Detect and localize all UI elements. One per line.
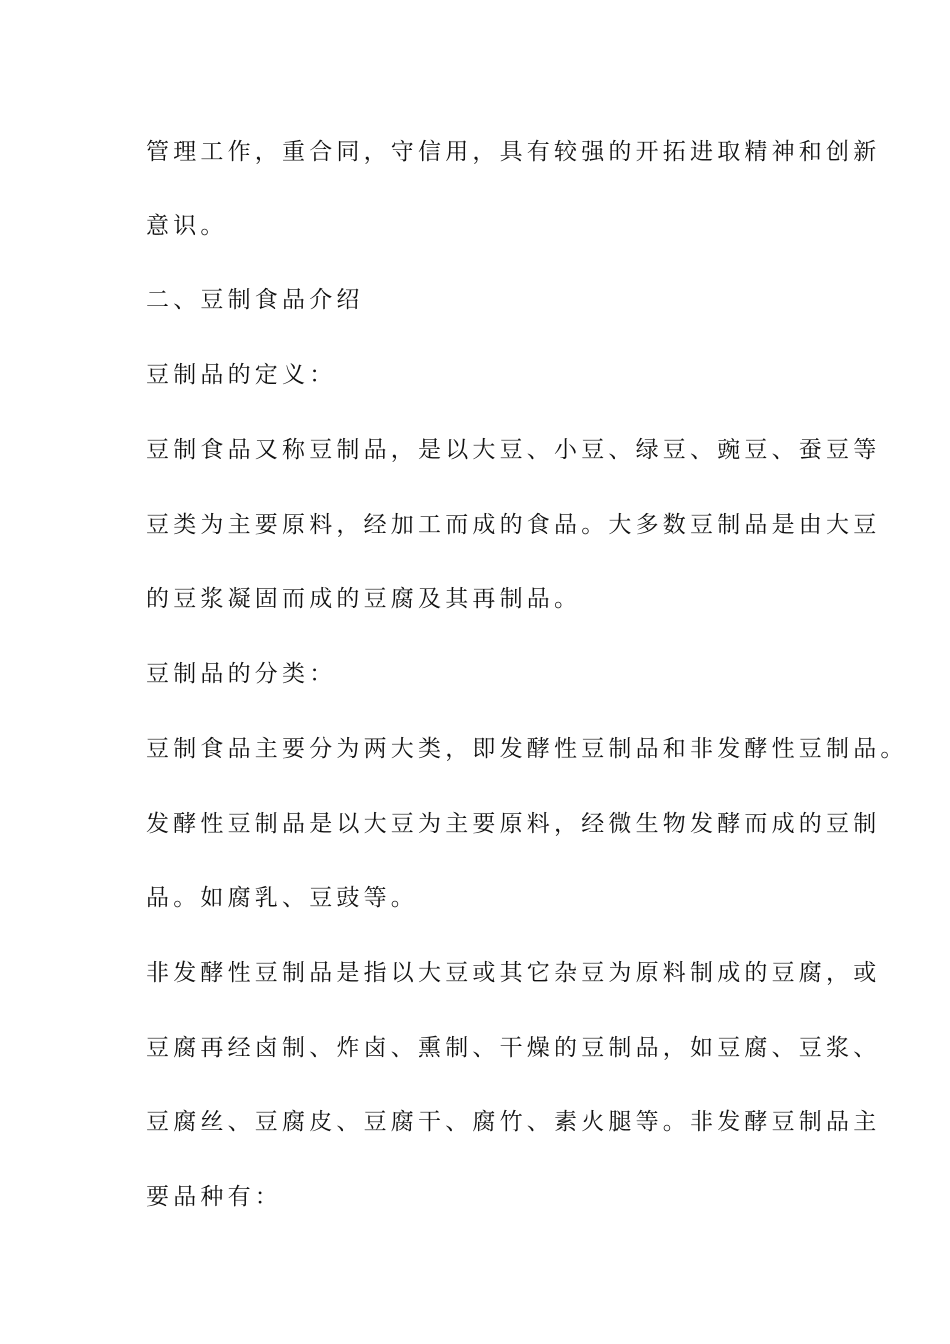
paragraph-line: 豆制食品主要分为两大类，即发酵性豆制品和非发酵性豆制品。: [146, 736, 908, 762]
subheading-definition: 豆制品的定义：: [146, 362, 337, 388]
paragraph-line: 的豆浆凝固而成的豆腐及其再制品。: [146, 586, 582, 612]
subheading-classification: 豆制品的分类：: [146, 661, 337, 687]
paragraph-line: 豆制食品又称豆制品，是以大豆、小豆、绿豆、豌豆、蚕豆等: [146, 437, 881, 463]
paragraph-line: 非发酵性豆制品是指以大豆或其它杂豆为原料制成的豆腐，或: [146, 960, 881, 986]
paragraph-line: 豆类为主要原料，经加工而成的食品。大多数豆制品是由大豆: [146, 512, 881, 538]
paragraph-line: 豆腐丝、豆腐皮、豆腐干、腐竹、素火腿等。非发酵豆制品主: [146, 1109, 881, 1135]
paragraph-line: 发酵性豆制品是以大豆为主要原料，经微生物发酵而成的豆制: [146, 811, 881, 837]
paragraph-line: 管理工作，重合同，守信用，具有较强的开拓进取精神和创新: [146, 139, 881, 165]
section-heading: 二、豆制食品介绍: [146, 287, 364, 313]
paragraph-line: 品。如腐乳、豆豉等。: [146, 885, 418, 911]
paragraph-line: 意识。: [146, 213, 228, 239]
paragraph-line: 要品种有：: [146, 1184, 282, 1210]
paragraph-line: 豆腐再经卤制、炸卤、熏制、干燥的豆制品，如豆腐、豆浆、: [146, 1035, 881, 1061]
